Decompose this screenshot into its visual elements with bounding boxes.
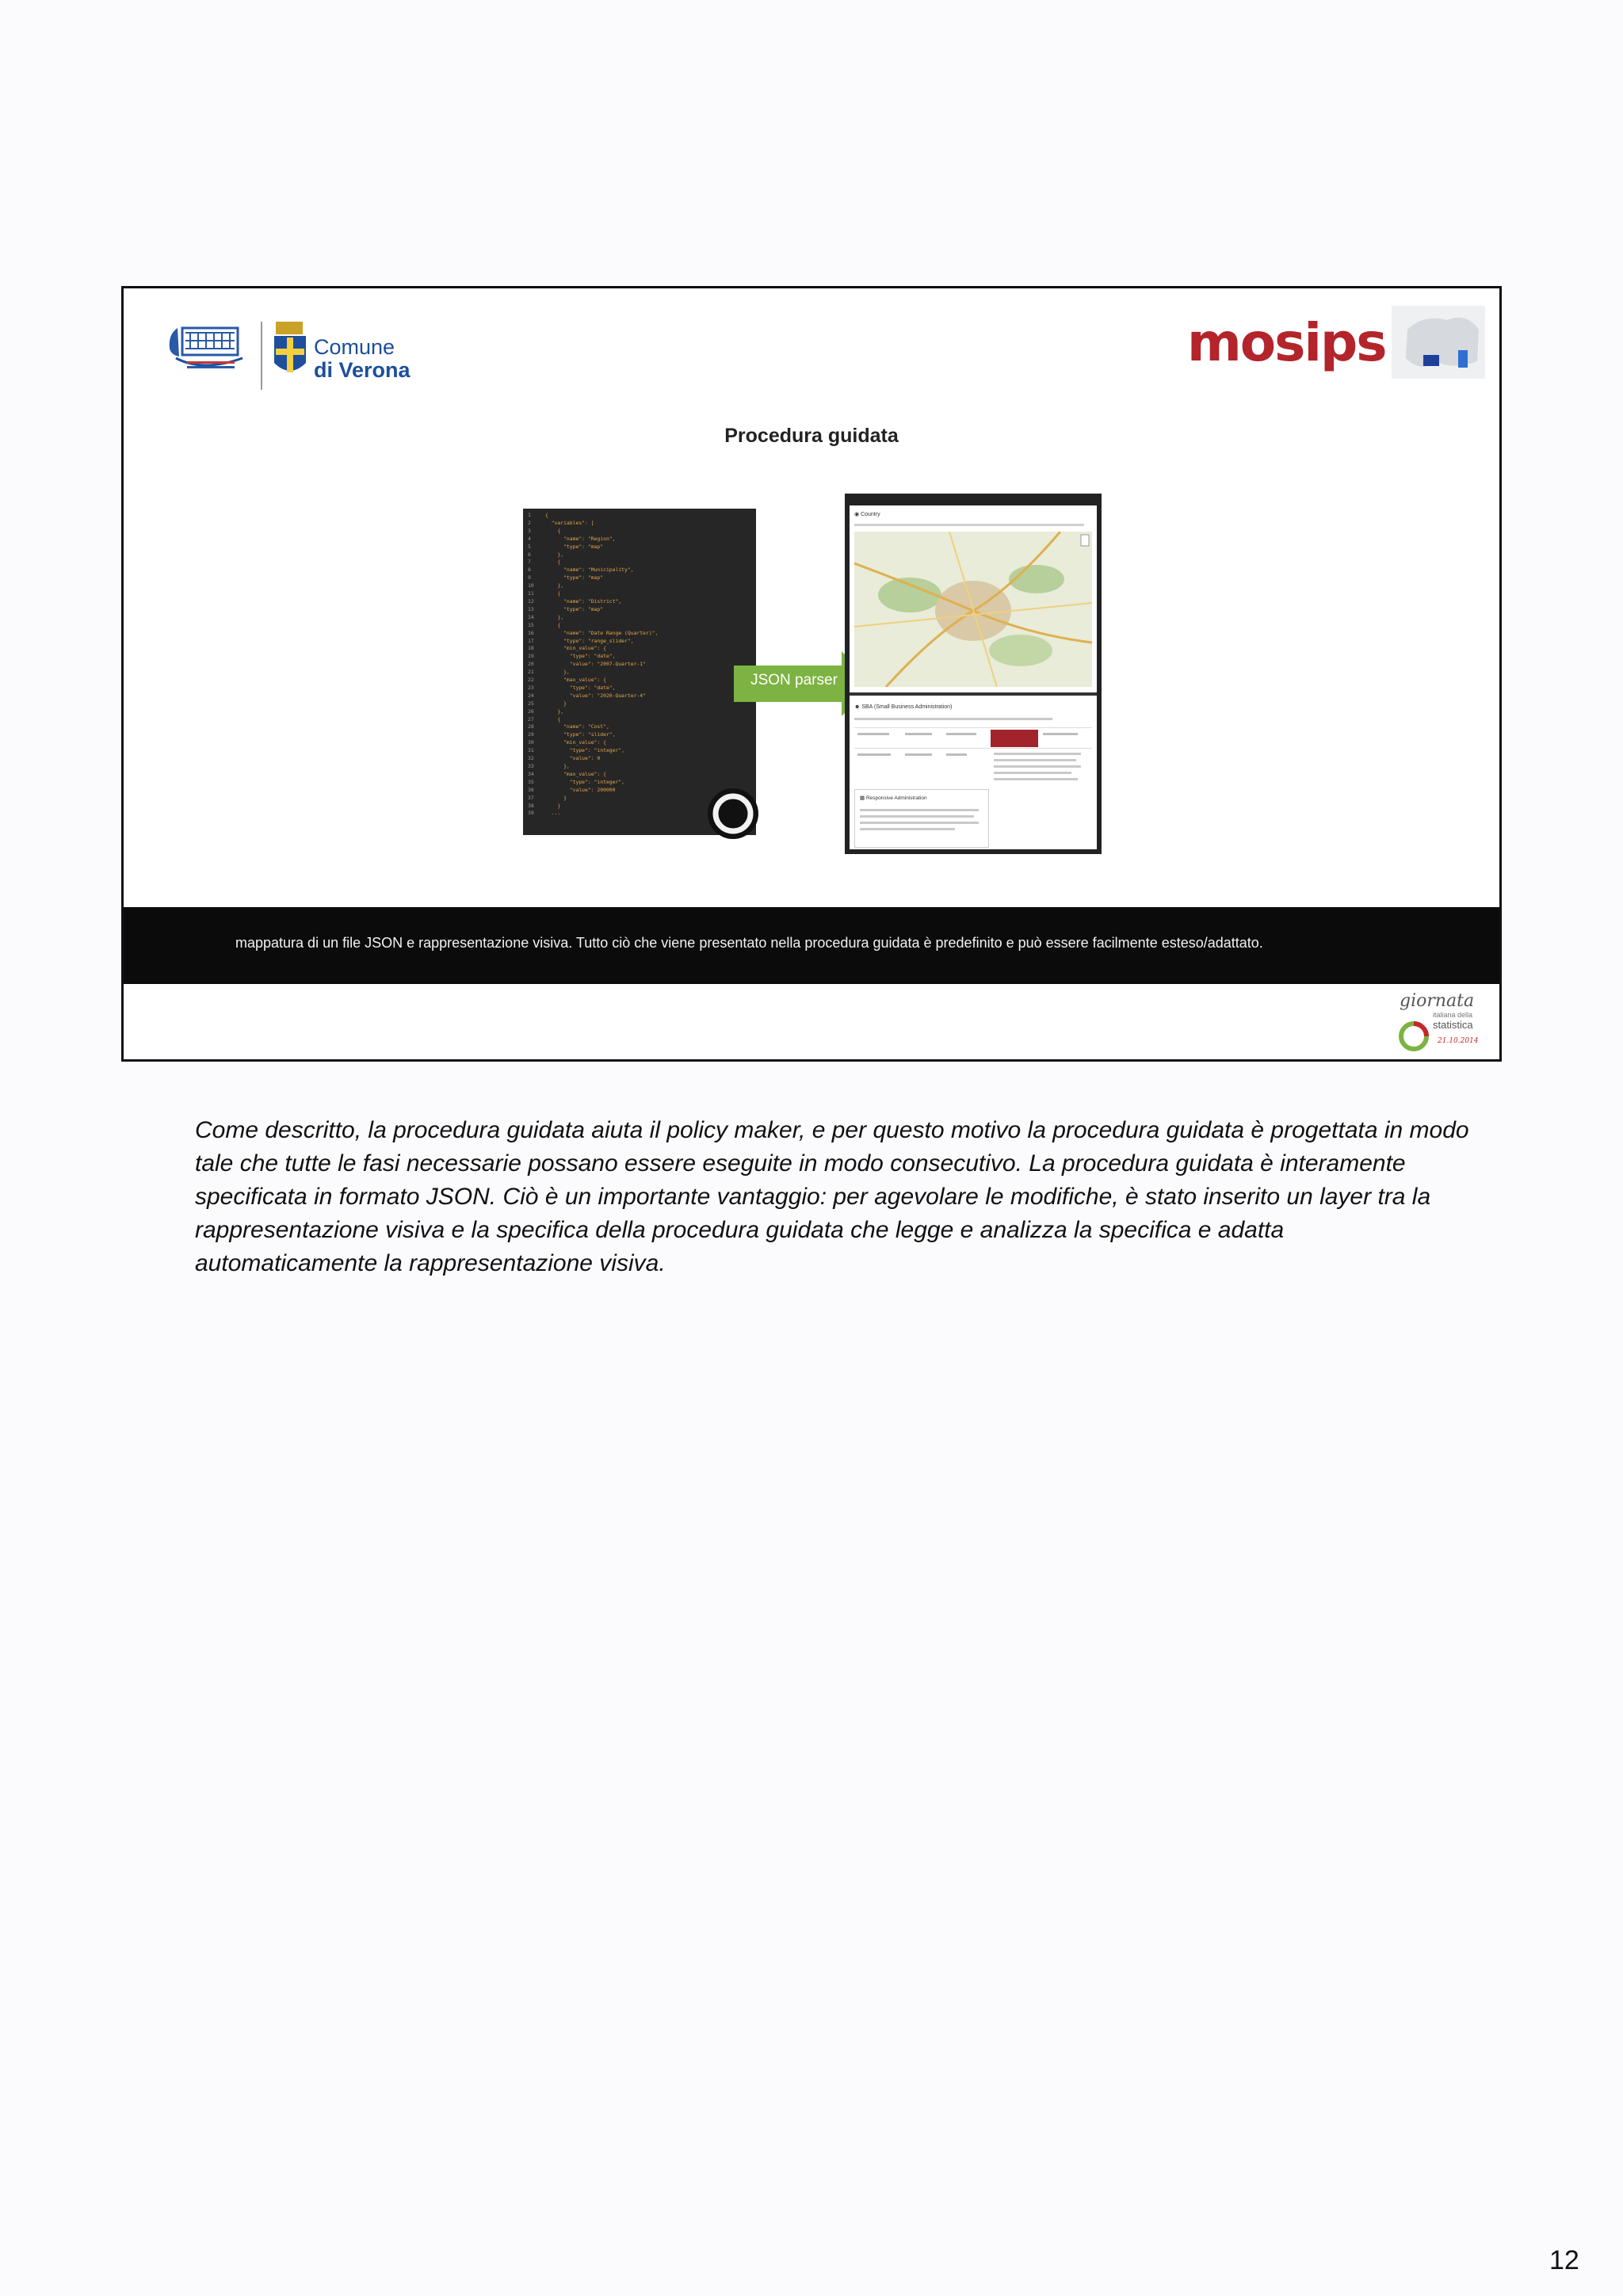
code-line — [528, 685, 756, 692]
line-number: 20 — [528, 661, 534, 668]
line-number: 17 — [528, 637, 534, 644]
chart-icon: ▦ — [860, 795, 865, 801]
code-text: "max_value": { — [545, 677, 606, 684]
code-line — [528, 630, 756, 638]
line-number: 23 — [528, 684, 534, 691]
responsive-admin-box — [854, 789, 989, 848]
line-number: 18 — [528, 645, 534, 652]
responsive-text — [860, 822, 979, 824]
code-text: "type": "range_slider", — [545, 637, 634, 644]
code-text: { — [545, 527, 561, 534]
arena-icon — [170, 328, 242, 368]
code-line — [528, 536, 756, 543]
code-text: "variables": [ — [545, 519, 594, 526]
code-line — [528, 543, 756, 551]
code-text: "type": "map" — [545, 605, 604, 612]
code-line — [528, 582, 756, 590]
code-text: { — [545, 715, 561, 723]
code-line — [528, 614, 756, 622]
code-line — [528, 574, 756, 582]
comune-text — [314, 336, 411, 382]
svg-text:giornata: giornata — [1400, 991, 1475, 1011]
code-text: } — [545, 794, 567, 801]
code-text: "type": "map" — [545, 543, 604, 550]
line-number: 16 — [528, 629, 534, 636]
code-line — [528, 512, 756, 520]
slide-frame — [121, 286, 1502, 1062]
line-number: 24 — [528, 692, 534, 699]
code-text: } — [545, 700, 567, 707]
sba-option — [905, 733, 932, 735]
code-text: { — [545, 512, 548, 518]
line-number: 36 — [528, 786, 534, 793]
code-text: }, — [545, 613, 564, 620]
code-line — [528, 598, 756, 606]
line-number: 27 — [528, 715, 534, 723]
code-text: "name": "District", — [545, 597, 622, 605]
line-number: 31 — [528, 747, 534, 754]
code-line — [528, 528, 756, 536]
line-number: 10 — [528, 582, 534, 589]
code-line — [528, 669, 756, 677]
code-line — [528, 716, 756, 724]
map-image — [854, 532, 1092, 687]
responsive-text — [860, 809, 979, 811]
code-line — [528, 677, 756, 685]
pin-icon: ◉ — [854, 512, 860, 517]
svg-text:21.10.2014: 21.10.2014 — [1438, 1037, 1479, 1045]
code-line — [528, 622, 756, 630]
code-line — [528, 723, 756, 731]
code-text: "type": "integer", — [545, 778, 625, 785]
line-number: 39 — [528, 810, 534, 817]
code-text: "min_value": { — [545, 739, 606, 746]
line-number: 22 — [528, 677, 534, 684]
line-number: 8 — [528, 566, 531, 574]
line-number: 28 — [528, 723, 534, 730]
code-text: "name": "Municipality", — [545, 566, 634, 574]
code-line — [528, 559, 756, 566]
sba-option-row — [854, 727, 1092, 746]
line-number: 12 — [528, 597, 534, 605]
sba-option-row — [854, 748, 1092, 766]
country-header — [854, 511, 880, 517]
code-text: "name": "Region", — [545, 535, 616, 542]
code-text: "value": 0 — [545, 755, 601, 762]
code-text: }, — [545, 582, 564, 589]
line-number: 1 — [528, 512, 531, 518]
responsive-text — [860, 828, 955, 830]
code-line — [528, 755, 756, 763]
code-text: "type": "integer", — [545, 747, 625, 754]
sba-option — [857, 733, 889, 735]
code-line — [528, 692, 756, 700]
line-number: 19 — [528, 653, 534, 660]
option-detail-text — [994, 765, 1081, 768]
caption-text: mappatura di un file JSON e rappresentazione visiva. Tutto ciò che viene presentato nella procedura guidata è predefinito e può essere facilmente esteso/adattato. — [235, 935, 1263, 951]
comune-line-2: di Verona — [314, 358, 411, 382]
line-number: 5 — [528, 543, 531, 550]
responsive-text — [860, 815, 974, 818]
code-text: "min_value": { — [545, 645, 606, 652]
giornata-statistica-logo — [1392, 989, 1487, 1057]
country-subtext — [854, 524, 1084, 526]
code-text: "type": "date", — [545, 684, 616, 691]
mosips-logo: mosips — [1187, 312, 1386, 373]
user-icon: ☻ — [854, 704, 861, 710]
code-line — [528, 763, 756, 771]
line-number: 25 — [528, 700, 534, 707]
code-line — [528, 661, 756, 669]
line-number: 33 — [528, 763, 534, 769]
code-line — [528, 551, 756, 559]
code-text: "value": "2007-Quarter-1" — [545, 661, 646, 668]
sba-option — [905, 753, 932, 756]
code-line — [528, 739, 756, 747]
code-line — [528, 653, 756, 661]
rendered-ui-screenshot — [845, 494, 1102, 854]
line-number: 37 — [528, 794, 534, 801]
line-number: 9 — [528, 574, 531, 582]
option-detail-text — [994, 759, 1076, 761]
code-text: } — [545, 802, 561, 809]
code-text: "value": "2020-Quarter-4" — [545, 692, 646, 699]
line-number: 38 — [528, 802, 534, 809]
code-line — [528, 731, 756, 739]
responsive-header-label: Responsive Administration — [865, 795, 927, 801]
code-text: "name": "Cost", — [545, 723, 609, 730]
sba-option — [1043, 733, 1078, 735]
line-number: 30 — [528, 739, 534, 746]
code-text: }, — [545, 707, 564, 715]
option-detail-text — [994, 753, 1081, 755]
verona-shield-icon — [274, 322, 306, 372]
line-number: 21 — [528, 669, 534, 676]
code-line — [528, 645, 756, 653]
line-number: 2 — [528, 519, 531, 526]
code-line — [528, 566, 756, 574]
page-number: 12 — [1549, 2245, 1579, 2275]
selected-option — [991, 730, 1038, 747]
sba-description — [854, 718, 1052, 720]
code-line — [528, 638, 756, 646]
responsive-header — [860, 795, 927, 801]
code-text: { — [545, 621, 561, 628]
code-text: { — [545, 559, 561, 566]
line-number: 7 — [528, 559, 531, 566]
line-number: 4 — [528, 535, 531, 542]
code-line — [528, 606, 756, 614]
rendered-ui-content — [850, 505, 1097, 849]
comune-line-1: Comune — [314, 335, 395, 359]
sba-option — [946, 753, 967, 756]
sba-header — [854, 704, 952, 710]
code-text: "type": "date", — [545, 653, 616, 660]
line-number: 14 — [528, 613, 534, 620]
line-number: 35 — [528, 778, 534, 785]
code-text: }, — [545, 669, 570, 676]
code-text: "name": "Date Range (Quarter)", — [545, 629, 659, 636]
option-detail-text — [994, 778, 1078, 780]
arrow-label: JSON parser — [750, 672, 838, 688]
sba-option — [946, 733, 976, 735]
code-line — [528, 771, 756, 779]
code-text: ... — [545, 810, 561, 817]
code-line — [528, 520, 756, 528]
line-number: 11 — [528, 590, 534, 597]
line-number: 13 — [528, 605, 534, 612]
code-text: }, — [545, 763, 570, 769]
code-line — [528, 590, 756, 598]
code-text: { — [545, 590, 561, 597]
code-text: }, — [545, 551, 564, 558]
line-number: 6 — [528, 551, 531, 558]
code-text: "type": "map" — [545, 574, 604, 582]
svg-text:statistica: statistica — [1433, 1019, 1473, 1031]
svg-text:italiana della: italiana della — [1433, 1011, 1473, 1019]
option-detail-text — [994, 772, 1071, 774]
sba-option — [857, 753, 891, 756]
line-number: 26 — [528, 707, 534, 715]
code-line — [528, 747, 756, 755]
code-text: "value": 200000 — [545, 786, 616, 793]
body-paragraph: Come descritto, la procedura guidata aiuta il policy maker, e per questo motivo la procedura guidata è progettata in modo tale che tutte le fasi necessarie possano essere eseguite in modo consecutivo. La procedura guidata è interamente specificata in formato JSON. Ciò è un importante vantaggio: per agevolare le modifiche, è stato inserito un layer tra la rappresentazione visiva e la specifica della procedura guidata che legge e analizza la specifica e adatta automaticamente la rappresentazione visiva. — [195, 1117, 1469, 1276]
line-number: 32 — [528, 755, 534, 762]
line-number: 29 — [528, 731, 534, 738]
line-number: 34 — [528, 770, 534, 777]
country-header-label: Country — [861, 512, 880, 517]
code-text: "type": "slider", — [545, 731, 616, 738]
json-logo-icon — [705, 786, 761, 841]
json-code — [523, 509, 756, 818]
europe-map-icon — [1392, 306, 1485, 379]
code-text: "max_value": { — [545, 770, 606, 777]
code-line — [528, 700, 756, 708]
caption-bar — [124, 907, 1499, 984]
line-number: 3 — [528, 527, 531, 534]
sba-header-label: SBA (Small Business Administration) — [861, 704, 953, 710]
code-line — [528, 708, 756, 716]
section-separator — [850, 692, 1097, 696]
line-number: 15 — [528, 621, 534, 628]
slide-title: Procedura guidata — [724, 425, 899, 447]
